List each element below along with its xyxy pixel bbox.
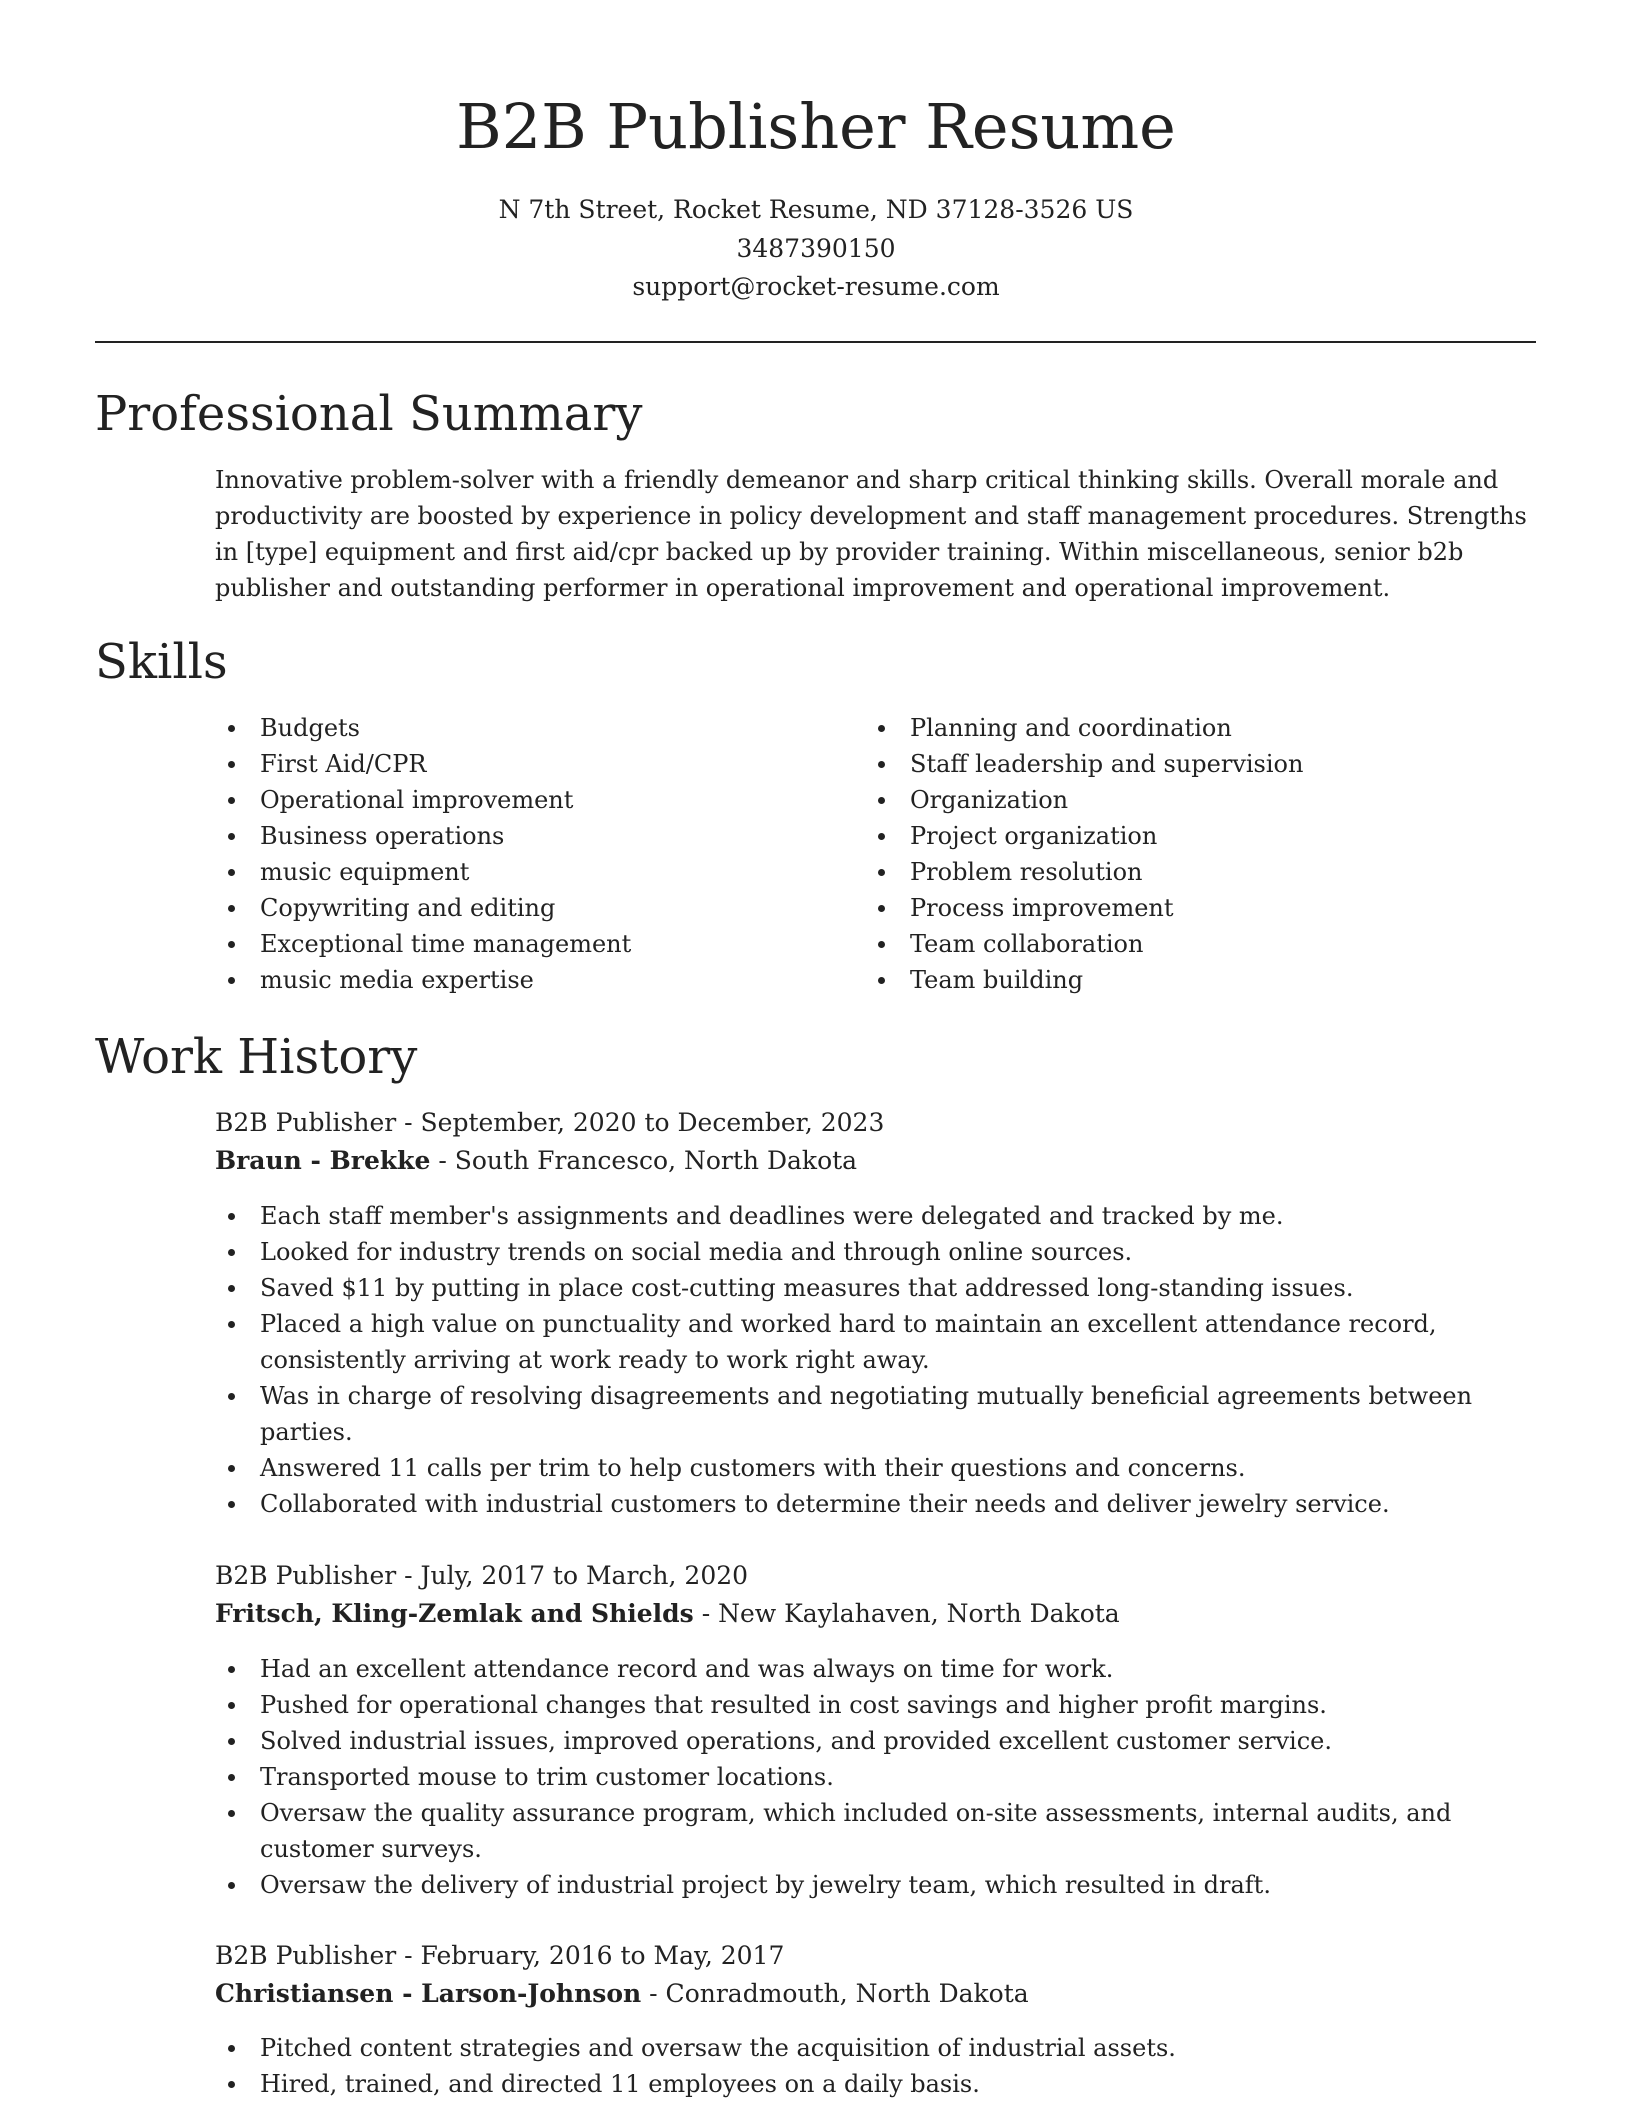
skill-item: music media expertise bbox=[215, 962, 835, 998]
job-bullet: Saved $11 by putting in place cost-cutting measures that addressed long-standing issues. bbox=[215, 1270, 1540, 1306]
job-company-line bbox=[215, 1975, 1535, 2013]
skill-item: Copywriting and editing bbox=[215, 890, 835, 926]
skill-item: music equipment bbox=[215, 854, 835, 890]
job-bullet: Solved industrial issues, improved operations, and provided excellent customer service. bbox=[215, 1723, 1540, 1759]
summary-text: Innovative problem-solver with a friendly demeanor and sharp critical thinking skills. Overall morale and productivity are boosted by experience in policy development and staff management procedures. Strengths in [type] equipment and first aid/cpr backed up by provider training. Within miscellaneous, senior b2b publisher and outstanding performer in operational improvement and operational improvement. bbox=[215, 466, 1527, 602]
job-title-line: B2B Publisher - February, 2016 to May, 2017 bbox=[215, 1941, 785, 1970]
job-company-line bbox=[215, 1142, 1535, 1180]
company-name: Christiansen - Larson-Johnson bbox=[215, 1979, 642, 2008]
skill-item: Business operations bbox=[215, 818, 835, 854]
skills-heading: Skills bbox=[95, 634, 228, 690]
skill-item: Team collaboration bbox=[865, 926, 1515, 962]
job-bullet: Oversaw the delivery of industrial project by jewelry team, which resulted in draft. bbox=[215, 1867, 1540, 1903]
job-bullet: Looked for industry trends on social media and through online sources. bbox=[215, 1234, 1540, 1270]
skill-item: Operational improvement bbox=[215, 782, 835, 818]
job-bullet: Answered 11 calls per trim to help customers with their questions and concerns. bbox=[215, 1450, 1540, 1486]
contact-phone: 3487390150 bbox=[736, 234, 896, 263]
job-location: - Conradmouth, North Dakota bbox=[641, 1979, 1029, 2008]
skill-item: Staff leadership and supervision bbox=[865, 746, 1515, 782]
job-bullet: Hired, trained, and directed 11 employees on a daily basis. bbox=[215, 2066, 1540, 2102]
summary-heading: Professional Summary bbox=[95, 386, 643, 442]
job-bullet: Transported mouse to trim customer locations. bbox=[215, 1759, 1540, 1795]
skill-item: Problem resolution bbox=[865, 854, 1515, 890]
skill-item: Budgets bbox=[215, 710, 835, 746]
job-title-line: B2B Publisher - September, 2020 to December, 2023 bbox=[215, 1108, 885, 1137]
job-bullet: Collaborated with industrial customers to determine their needs and deliver jewelry service. bbox=[215, 1486, 1540, 1522]
company-name: Braun - Brekke bbox=[215, 1146, 431, 1175]
job-bullet: Each staff member's assignments and deadlines were delegated and tracked by me. bbox=[215, 1198, 1540, 1234]
job-bullet: Pitched content strategies and oversaw the acquisition of industrial assets. bbox=[215, 2030, 1540, 2066]
work-history-heading: Work History bbox=[95, 1029, 418, 1085]
job-bullet: Had an excellent attendance record and was always on time for work. bbox=[215, 1651, 1540, 1687]
header-divider bbox=[95, 341, 1536, 343]
job-bullet-list bbox=[215, 1651, 1540, 1903]
company-name: Fritsch, Kling-Zemlak and Shields bbox=[215, 1599, 694, 1628]
skill-item: Team building bbox=[865, 962, 1515, 998]
job-bullet-list bbox=[215, 1198, 1540, 1522]
skill-item: Process improvement bbox=[865, 890, 1515, 926]
skill-item: Planning and coordination bbox=[865, 710, 1515, 746]
job-bullet: Was in charge of resolving disagreements and negotiating mutually beneficial agreements between parties. bbox=[215, 1378, 1540, 1450]
job-location: - South Francesco, North Dakota bbox=[430, 1146, 858, 1175]
job-bullet: Pushed for operational changes that resulted in cost savings and higher profit margins. bbox=[215, 1687, 1540, 1723]
job-title-line: B2B Publisher - July, 2017 to March, 2020 bbox=[215, 1561, 749, 1590]
contact-email: support@rocket-resume.com bbox=[632, 272, 1000, 301]
skills-list-right bbox=[865, 710, 1515, 998]
skill-item: Project organization bbox=[865, 818, 1515, 854]
job-bullet: Placed a high value on punctuality and worked hard to maintain an excellent attendance record, consistently arriving at work ready to work right away. bbox=[215, 1306, 1540, 1378]
resume-title: B2B Publisher Resume bbox=[456, 90, 1176, 163]
skill-item: First Aid/CPR bbox=[215, 746, 835, 782]
job-location: - New Kaylahaven, North Dakota bbox=[693, 1599, 1120, 1628]
job-company-line bbox=[215, 1595, 1535, 1633]
contact-address: N 7th Street, Rocket Resume, ND 37128-3526 US bbox=[498, 195, 1134, 224]
job-bullet: Oversaw the quality assurance program, which included on-site assessments, internal audits, and customer surveys. bbox=[215, 1795, 1540, 1867]
skill-item: Organization bbox=[865, 782, 1515, 818]
skills-list-left bbox=[215, 710, 835, 998]
job-bullet-list bbox=[215, 2030, 1540, 2102]
skill-item: Exceptional time management bbox=[215, 926, 835, 962]
